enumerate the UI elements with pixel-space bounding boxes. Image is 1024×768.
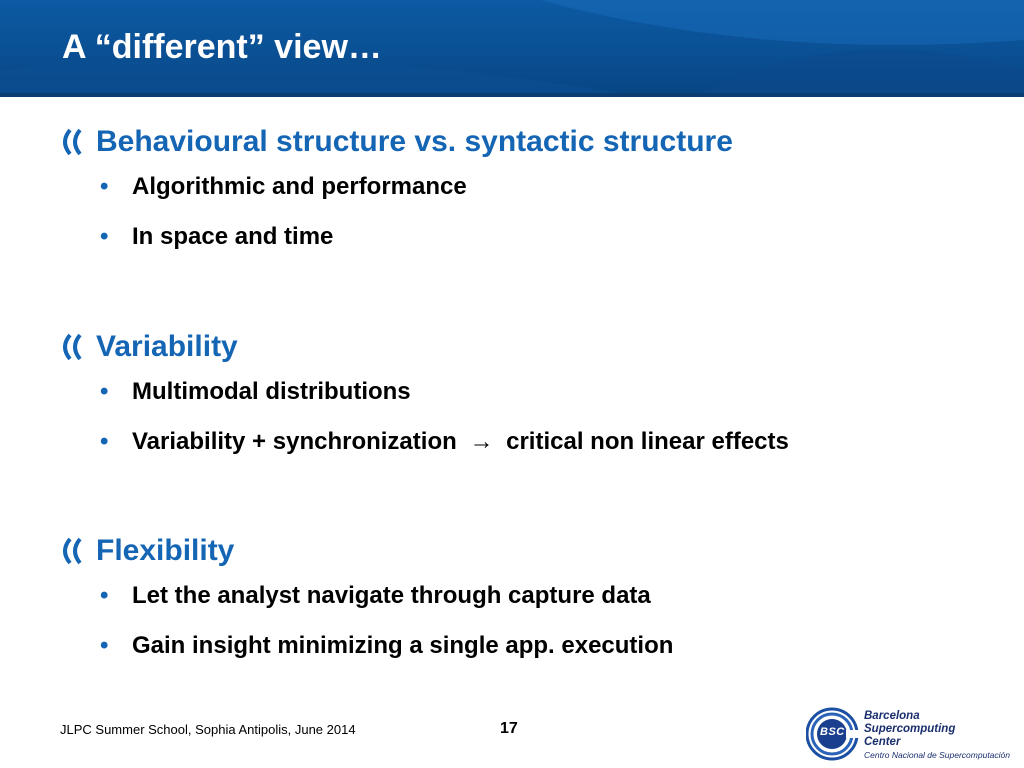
bullet-marker: • [100, 223, 109, 250]
section-title: Behavioural structure vs. syntactic structure [96, 125, 733, 158]
bullet-item [60, 571, 673, 621]
bullet-item [60, 162, 733, 212]
logo-subtitle: Centro Nacional de Supercomputación [864, 750, 1011, 760]
footer-event-text: JLPC Summer School, Sophia Antipolis, June 2014 [60, 722, 356, 737]
bullet-text: In space and time [132, 223, 334, 250]
double-arc-bracket-icon [60, 537, 90, 565]
bullet-text: Algorithmic and performance [132, 173, 467, 200]
slide-title: A “different” view… [62, 28, 382, 66]
bullet-text-before-arrow: Variability + synchronization [132, 428, 457, 455]
bsc-logo [806, 706, 1016, 762]
bullet-marker: • [100, 428, 109, 455]
logo-wordmark [864, 710, 1010, 762]
bullet-text: Let the analyst navigate through capture data [132, 582, 651, 609]
bullet-list [60, 367, 789, 467]
bullet-item [60, 212, 733, 262]
section-title: Flexibility [96, 534, 235, 567]
bullet-marker: • [100, 632, 109, 659]
bullet-item [60, 417, 789, 467]
page-number: 17 [500, 720, 518, 737]
bullet-marker: • [100, 173, 109, 200]
bullet-text-after-arrow: critical non linear effects [506, 428, 789, 455]
bullet-marker: • [100, 582, 109, 609]
double-arc-bracket-icon [60, 333, 90, 361]
arrow-right-icon: → [469, 428, 494, 455]
logo-line-3: Center [864, 736, 901, 748]
bullet-text: Gain insight minimizing a single app. execution [132, 632, 674, 659]
bullet-text: Multimodal distributions [132, 378, 411, 405]
bullet-list [60, 571, 673, 671]
bullet-item [60, 367, 789, 417]
bullet-marker: • [100, 378, 109, 405]
logo-line-2: Supercomputing [864, 723, 956, 735]
section-title: Variability [96, 330, 238, 363]
bullet-list [60, 162, 733, 262]
section-heading [60, 122, 733, 162]
logo-mark-label: BSC [820, 726, 845, 738]
section-variability [60, 327, 789, 467]
section-flexibility [60, 531, 673, 671]
section-heading [60, 327, 789, 367]
section-behavioural [60, 122, 733, 262]
section-heading [60, 531, 673, 571]
logo-line-1: Barcelona [864, 710, 920, 722]
bullet-item [60, 621, 673, 671]
double-arc-bracket-icon [60, 128, 90, 156]
